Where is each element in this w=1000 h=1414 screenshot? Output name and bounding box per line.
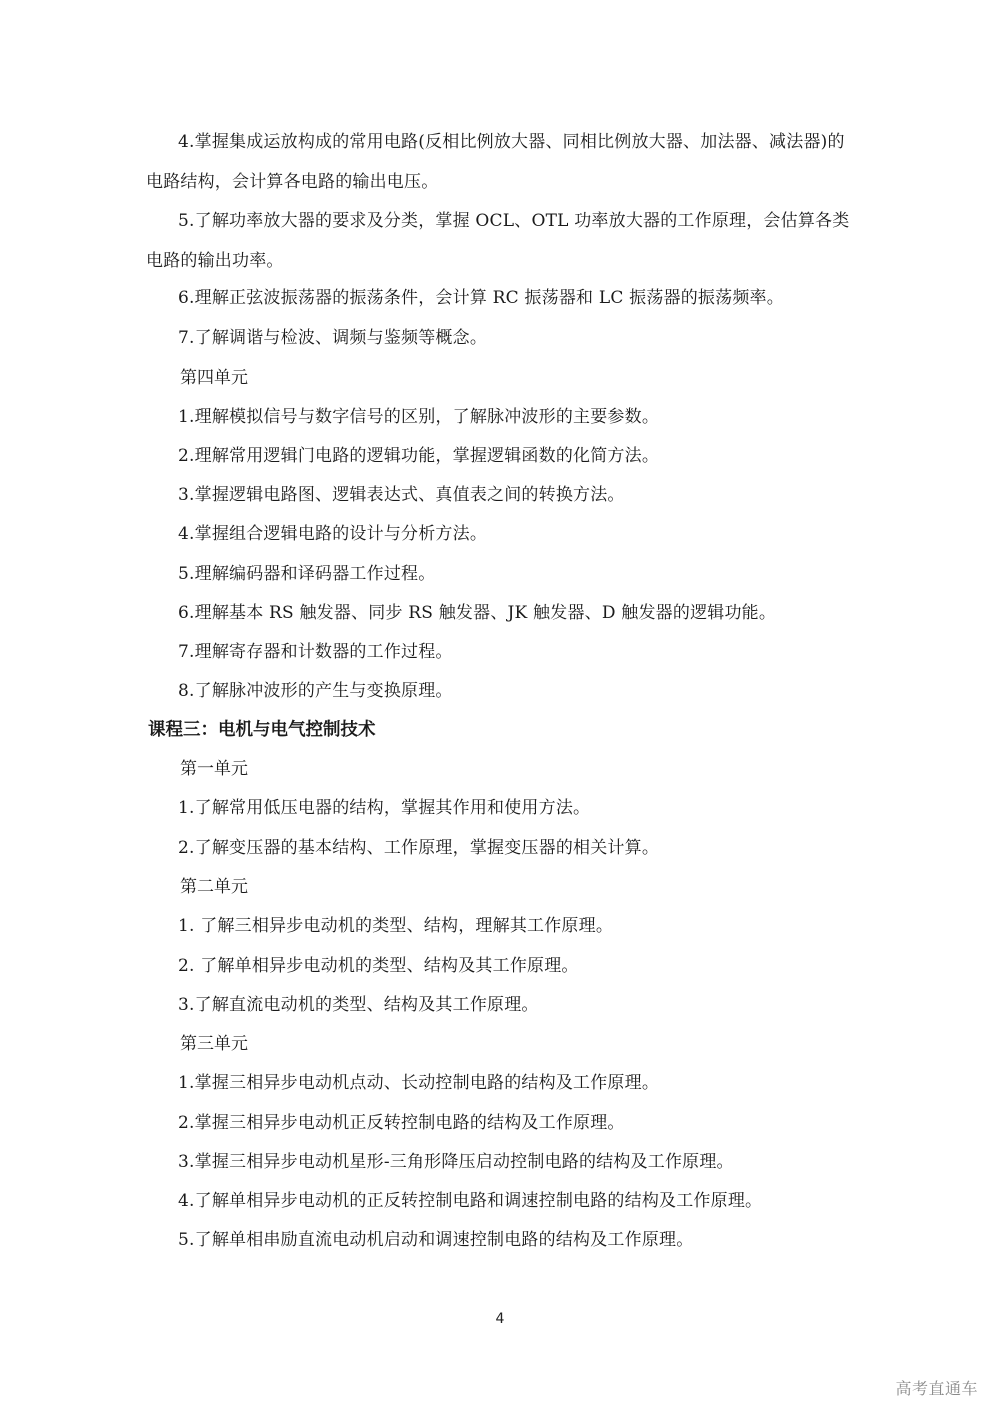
list-item: 7.理解寄存器和计数器的工作过程。 (178, 642, 453, 662)
course-heading: 课程三：电机与电气控制技术 (148, 720, 376, 740)
list-item: 3.掌握三相异步电动机星形-三角形降压启动控制电路的结构及工作原理。 (178, 1152, 734, 1172)
page-number: 4 (495, 1311, 505, 1327)
list-item: 4.了解单相异步电动机的正反转控制电路和调速控制电路的结构及工作原理。 (178, 1191, 763, 1211)
list-item: 1.理解模拟信号与数字信号的区别，了解脉冲波形的主要参数。 (178, 407, 660, 427)
list-item: 4.掌握集成运放构成的常用电路(反相比例放大器、同相比例放大器、加法器、减法器)的电路结构，会计算各电路的输出电压。 (146, 132, 845, 192)
list-item: 3.了解直流电动机的类型、结构及其工作原理。 (178, 995, 539, 1015)
list-item: 7.了解调谐与检波、调频与鉴频等概念。 (178, 328, 488, 348)
list-item: 6.理解正弦波振荡器的振荡条件，会计算 RC 振荡器和 LC 振荡器的振荡频率。 (178, 288, 784, 308)
list-item: 5.理解编码器和译码器工作过程。 (178, 564, 436, 584)
list-item: 6.理解基本 RS 触发器、同步 RS 触发器、JK 触发器、D 触发器的逻辑功能。 (178, 603, 777, 623)
list-item: 1.了解常用低压电器的结构，掌握其作用和使用方法。 (178, 798, 591, 818)
unit-title: 第三单元 (180, 1034, 248, 1054)
watermark: 高考直通车 (895, 1379, 978, 1398)
unit-title: 第四单元 (180, 368, 248, 388)
list-item: 2.了解变压器的基本结构、工作原理，掌握变压器的相关计算。 (178, 838, 660, 858)
list-item: 1. 了解三相异步电动机的类型、结构，理解其工作原理。 (178, 916, 614, 936)
list-item: 2.掌握三相异步电动机正反转控制电路的结构及工作原理。 (178, 1113, 625, 1133)
list-item: 1.掌握三相异步电动机点动、长动控制电路的结构及工作原理。 (178, 1073, 660, 1093)
unit-title: 第二单元 (180, 877, 248, 897)
list-item: 2. 了解单相异步电动机的类型、结构及其工作原理。 (178, 956, 579, 976)
list-item: 5.了解功率放大器的要求及分类，掌握 OCL、OTL 功率放大器的工作原理，会估算各类电路的输出功率。 (146, 211, 850, 271)
list-item: 3.掌握逻辑电路图、逻辑表达式、真值表之间的转换方法。 (178, 485, 625, 505)
list-item: 4.掌握组合逻辑电路的设计与分析方法。 (178, 524, 488, 544)
list-item: 5.了解单相串励直流电动机启动和调速控制电路的结构及工作原理。 (178, 1230, 694, 1250)
unit-title: 第一单元 (180, 759, 248, 779)
list-item: 8.了解脉冲波形的产生与变换原理。 (178, 681, 453, 701)
list-item: 2.理解常用逻辑门电路的逻辑功能，掌握逻辑函数的化简方法。 (178, 446, 660, 466)
